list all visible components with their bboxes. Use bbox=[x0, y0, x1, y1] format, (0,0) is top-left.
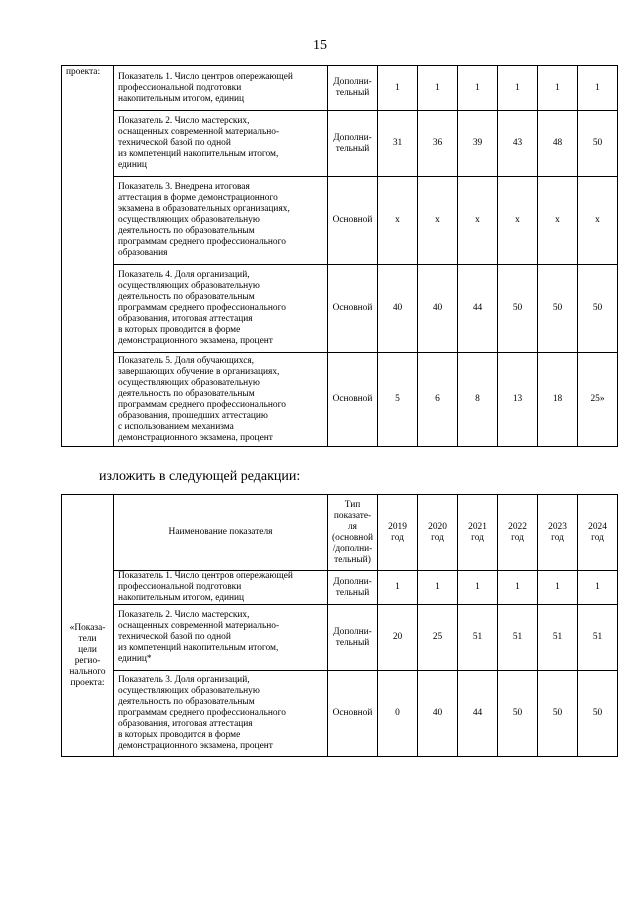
value-cell: 40 bbox=[378, 265, 418, 353]
value-cell: 36 bbox=[418, 111, 458, 177]
value-cell: 13 bbox=[498, 353, 538, 447]
value-cell: 0 bbox=[378, 671, 418, 757]
value-cell: х bbox=[498, 177, 538, 265]
year-header bbox=[578, 495, 618, 571]
indicator-type-text: Основной bbox=[332, 394, 373, 404]
year-header-text: 2021 bbox=[468, 521, 487, 532]
page-number: 15 bbox=[313, 38, 327, 53]
indicator-type-cell bbox=[328, 353, 378, 447]
indicator-type-text: тельный bbox=[335, 587, 370, 598]
indicator-type-cell bbox=[328, 265, 378, 353]
indicator-text: оснащенных современной материально- bbox=[118, 127, 280, 137]
indicator-type-text: Основной bbox=[332, 708, 373, 718]
value-cell: 39 bbox=[458, 111, 498, 177]
region-label-text: нального bbox=[69, 666, 106, 677]
indicators-table-new bbox=[61, 494, 618, 757]
value-cell: 1 bbox=[378, 571, 418, 605]
value-cell: 51 bbox=[538, 605, 578, 671]
indicator-cell bbox=[114, 177, 328, 265]
value-cell: 51 bbox=[498, 605, 538, 671]
value-cell: 1 bbox=[378, 66, 418, 111]
indicator-text: программам среднего профессионального bbox=[118, 399, 286, 410]
indicator-text: в которых проводится в форме bbox=[118, 325, 241, 335]
value-cell: 18 bbox=[538, 353, 578, 447]
table-row bbox=[62, 111, 618, 177]
value-cell: 44 bbox=[458, 671, 498, 757]
region-label-cell bbox=[62, 495, 114, 757]
value-cell: 40 bbox=[418, 671, 458, 757]
indicator-text: аттестация в форме демонстрационного bbox=[118, 193, 278, 203]
indicator-type-text: Дополни- bbox=[333, 576, 372, 587]
year-header-text: год bbox=[431, 532, 444, 543]
indicator-text: завершающих обучение в организациях, bbox=[118, 366, 280, 377]
indicator-text: Показатель 3. Внедрена итоговая bbox=[118, 182, 250, 192]
value-cell: х bbox=[418, 177, 458, 265]
value-cell: 51 bbox=[458, 605, 498, 671]
value-cell: 51 bbox=[578, 605, 618, 671]
indicator-text: Показатель 5. Доля обучающихся, bbox=[118, 355, 255, 366]
indicator-cell bbox=[114, 571, 328, 605]
indicator-text: осуществляющих образовательную bbox=[118, 686, 260, 696]
table-row bbox=[62, 66, 618, 111]
value-cell: 1 bbox=[498, 571, 538, 605]
value-cell: 1 bbox=[418, 66, 458, 111]
indicator-text: в которых проводится в форме bbox=[118, 730, 241, 740]
indicator-cell bbox=[114, 353, 328, 447]
value-cell: 50 bbox=[538, 265, 578, 353]
indicator-text: из компетенций накопительным итогом, bbox=[118, 643, 279, 653]
table-row bbox=[62, 605, 618, 671]
year-header bbox=[538, 495, 578, 571]
indicator-text: накопительным итогом, единиц bbox=[118, 593, 245, 603]
year-header-text: 2023 bbox=[548, 521, 567, 532]
indicator-text: образования, итоговая аттестация bbox=[118, 719, 253, 729]
value-cell: 25 bbox=[418, 605, 458, 671]
table-row bbox=[62, 571, 618, 605]
value-cell: 48 bbox=[538, 111, 578, 177]
value-cell: х bbox=[378, 177, 418, 265]
indicator-text: профессиональной подготовки bbox=[118, 582, 242, 592]
value-cell: 1 bbox=[458, 66, 498, 111]
indicator-text: демонстрационного экзамена, процент bbox=[118, 432, 273, 443]
table-row bbox=[62, 265, 618, 353]
indicator-text: Показатель 4. Доля организаций, bbox=[118, 270, 250, 280]
indicator-type-text: Дополни- bbox=[333, 626, 372, 637]
value-cell: 50 bbox=[578, 111, 618, 177]
indicator-text: осуществляющих образовательную bbox=[118, 281, 260, 291]
indicator-text: Показатель 2. Число мастерских, bbox=[118, 116, 250, 126]
indicator-text: образования bbox=[118, 248, 168, 258]
indicator-text: деятельность по образовательным bbox=[118, 697, 255, 707]
indicator-cell bbox=[114, 66, 328, 111]
value-cell: 40 bbox=[418, 265, 458, 353]
indicator-text: образования, прошедших аттестацию bbox=[118, 410, 268, 421]
indicator-text: оснащенных современной материально- bbox=[118, 621, 280, 631]
indicator-text: демонстрационного экзамена, процент bbox=[118, 336, 273, 346]
value-cell: 1 bbox=[418, 571, 458, 605]
region-label-cell: проекта: bbox=[62, 66, 114, 447]
table-row bbox=[62, 177, 618, 265]
year-header-text: 2022 bbox=[508, 521, 527, 532]
indicator-text: технической базой по одной bbox=[118, 138, 231, 148]
type-header-text: /дополни- bbox=[332, 543, 373, 554]
value-cell: 1 bbox=[538, 66, 578, 111]
indicator-text: осуществляющих образовательную bbox=[118, 377, 260, 388]
value-cell: 44 bbox=[458, 265, 498, 353]
value-cell: 50 bbox=[498, 671, 538, 757]
indicator-type-text: тельный bbox=[335, 143, 370, 154]
value-cell: х bbox=[538, 177, 578, 265]
indicator-cell bbox=[114, 111, 328, 177]
year-header bbox=[378, 495, 418, 571]
type-header-text: ля bbox=[348, 521, 357, 532]
indicator-type-cell bbox=[328, 111, 378, 177]
value-cell: 1 bbox=[498, 66, 538, 111]
table-row bbox=[62, 671, 618, 757]
indicator-type-text: Дополни- bbox=[333, 77, 372, 87]
year-header-text: год bbox=[471, 532, 484, 543]
indicator-text: образования, итоговая аттестация bbox=[118, 314, 253, 324]
region-label-text: проекта: bbox=[70, 677, 105, 688]
indicator-type-text: тельный bbox=[335, 637, 370, 648]
indicator-text: программам среднего профессионального bbox=[118, 237, 286, 247]
type-header-text: (основной bbox=[331, 532, 374, 543]
indicator-text: Показатель 2. Число мастерских, bbox=[118, 610, 250, 620]
year-header bbox=[498, 495, 538, 571]
value-cell: 50 bbox=[578, 265, 618, 353]
indicator-type-cell bbox=[328, 605, 378, 671]
value-cell: 25» bbox=[578, 353, 618, 447]
table-header-row bbox=[62, 495, 618, 571]
indicator-text: из компетенций накопительным итогом, bbox=[118, 149, 279, 159]
indicator-text: единиц* bbox=[118, 654, 152, 664]
indicator-type-text: Основной bbox=[332, 303, 373, 313]
indicator-text: с использованием механизма bbox=[118, 421, 234, 432]
year-header-text: год bbox=[511, 532, 524, 543]
value-cell: 31 bbox=[378, 111, 418, 177]
indicator-cell bbox=[114, 605, 328, 671]
indicator-type-text: тельный bbox=[335, 88, 370, 98]
indicator-text: единиц bbox=[118, 160, 147, 170]
year-header-text: 2024 bbox=[588, 521, 607, 532]
indicator-text: деятельность по образовательным bbox=[118, 388, 255, 399]
indicator-type-text: Основной bbox=[332, 215, 373, 225]
indicator-text: технической базой по одной bbox=[118, 632, 231, 642]
year-header-text: 2019 bbox=[388, 521, 407, 532]
value-cell: х bbox=[578, 177, 618, 265]
indicators-table-old bbox=[61, 65, 618, 447]
value-cell: 1 bbox=[578, 571, 618, 605]
indicator-text: Показатель 1. Число центров опережающей bbox=[118, 71, 293, 82]
value-cell: 43 bbox=[498, 111, 538, 177]
indicator-text: экзамена в образовательных организациях, bbox=[118, 204, 290, 214]
indicator-text: программам среднего профессионального bbox=[118, 303, 286, 313]
region-label-text: цели bbox=[78, 644, 97, 655]
indicator-type-cell bbox=[328, 671, 378, 757]
type-header-text: показате- bbox=[333, 510, 372, 521]
year-header bbox=[458, 495, 498, 571]
value-cell: 1 bbox=[578, 66, 618, 111]
indicator-cell bbox=[114, 265, 328, 353]
value-cell: 50 bbox=[538, 671, 578, 757]
type-header-text: Тип bbox=[344, 499, 361, 510]
indicator-text: накопительным итогом, единиц bbox=[118, 93, 245, 104]
indicator-type-cell bbox=[328, 177, 378, 265]
value-cell: 8 bbox=[458, 353, 498, 447]
indicator-name-header: Наименование показателя bbox=[114, 495, 328, 571]
year-header-text: 2020 bbox=[428, 521, 447, 532]
indicator-text: профессиональной подготовки bbox=[118, 82, 242, 93]
amendment-text: изложить в следующей редакции: bbox=[99, 469, 301, 484]
indicator-type-text: Дополни- bbox=[333, 132, 372, 143]
indicator-text: деятельность по образовательным bbox=[118, 226, 255, 236]
region-label-text: тели bbox=[78, 633, 97, 644]
indicator-text: программам среднего профессионального bbox=[118, 708, 286, 718]
value-cell: 5 bbox=[378, 353, 418, 447]
value-cell: 50 bbox=[498, 265, 538, 353]
year-header-text: год bbox=[391, 532, 404, 543]
indicator-cell bbox=[114, 671, 328, 757]
region-label-text: «Показа- bbox=[69, 622, 106, 633]
indicator-type-cell bbox=[328, 66, 378, 111]
indicator-text: демонстрационного экзамена, процент bbox=[118, 741, 273, 751]
value-cell: 6 bbox=[418, 353, 458, 447]
indicator-type-header bbox=[328, 495, 378, 571]
year-header-text: год bbox=[591, 532, 604, 543]
table-row bbox=[62, 353, 618, 447]
value-cell: 50 bbox=[578, 671, 618, 757]
indicator-text: Показатель 1. Число центров опережающей bbox=[118, 571, 293, 581]
type-header-text: тельный) bbox=[334, 554, 371, 565]
region-label-text: регио- bbox=[74, 655, 101, 666]
year-header bbox=[418, 495, 458, 571]
indicator-text: Показатель 3. Доля организаций, bbox=[118, 675, 250, 685]
indicator-text: деятельность по образовательным bbox=[118, 292, 255, 302]
value-cell: 1 bbox=[538, 571, 578, 605]
value-cell: 20 bbox=[378, 605, 418, 671]
value-cell: 1 bbox=[458, 571, 498, 605]
indicator-type-cell bbox=[328, 571, 378, 605]
value-cell: х bbox=[458, 177, 498, 265]
year-header-text: год bbox=[551, 532, 564, 543]
indicator-text: осуществляющих образовательную bbox=[118, 215, 260, 225]
